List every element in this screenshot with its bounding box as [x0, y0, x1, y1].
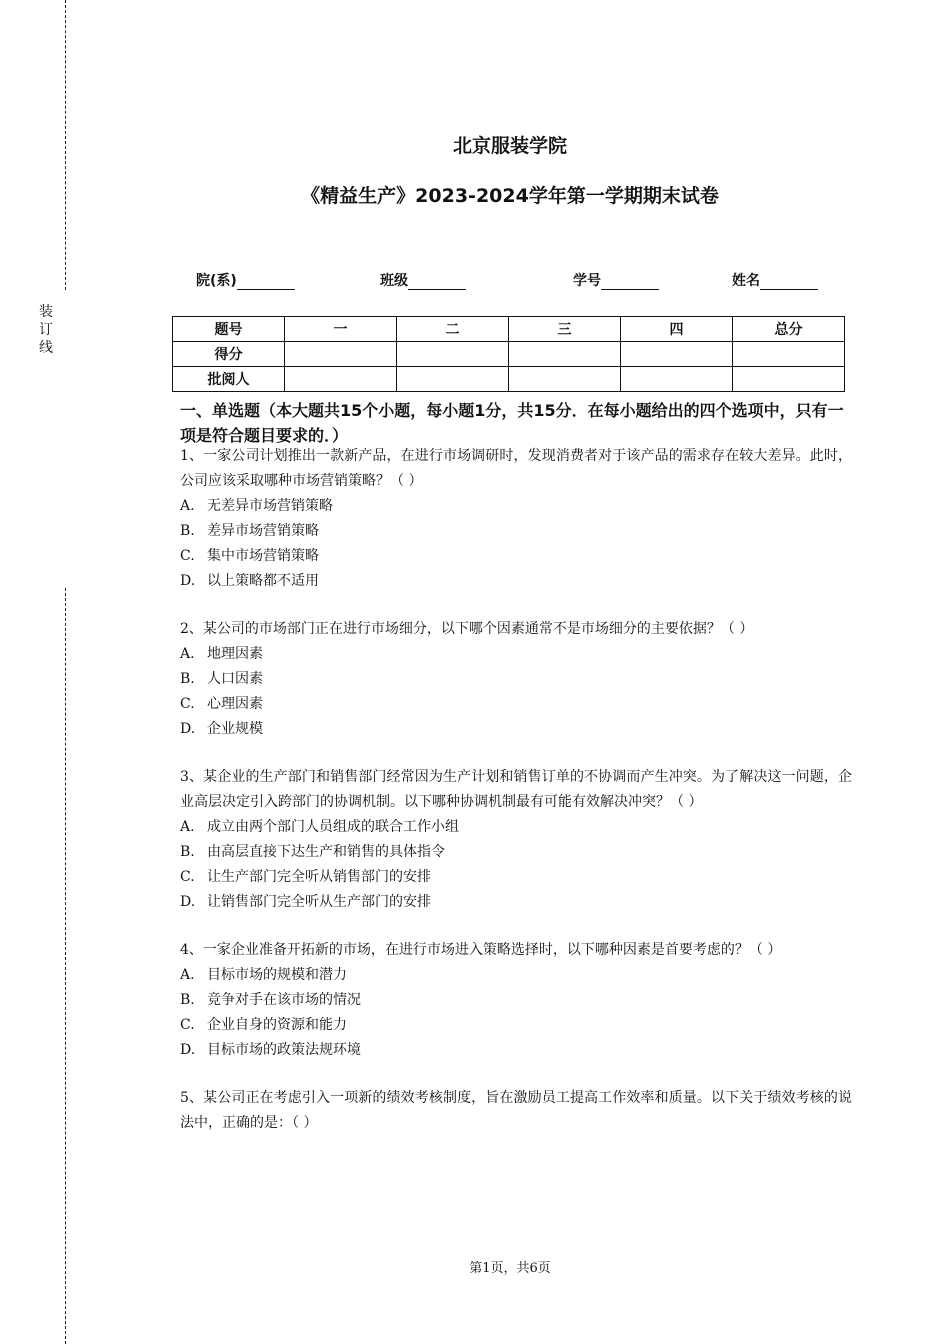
- grader-cell: [509, 367, 621, 392]
- option-b: [180, 840, 852, 865]
- option-text: 差异市场营销策略: [207, 523, 319, 539]
- option-c: [180, 865, 852, 890]
- binding-label: 装订线: [39, 304, 53, 356]
- question-4: [180, 938, 852, 1063]
- option-a: [180, 815, 852, 840]
- grader-cell: [621, 367, 733, 392]
- option-letter: B.: [180, 523, 195, 539]
- student-info-row: [0, 270, 950, 292]
- header-cell: 四: [621, 317, 733, 342]
- section-heading: 一、单选题（本大题共15个小题，每小题1分，共15分．在每小题给出的四个选项中，只有一项是符合题目要求的．）: [180, 401, 844, 445]
- option-letter: C.: [180, 1017, 195, 1033]
- option-text: 目标市场的规模和潜力: [207, 967, 347, 983]
- score-cell: [397, 342, 509, 367]
- header-cell: 二: [397, 317, 509, 342]
- header-cell: 三: [509, 317, 621, 342]
- score-cell: [733, 342, 845, 367]
- question-list: [180, 444, 852, 1159]
- option-letter: B.: [180, 671, 195, 687]
- question-1: [180, 444, 852, 594]
- option-text: 让生产部门完全听从销售部门的安排: [207, 869, 431, 885]
- question-stem: 2、某公司的市场部门正在进行市场细分，以下哪个因素通常不是市场细分的主要依据？（ ）: [180, 621, 754, 637]
- option-letter: D.: [180, 894, 196, 910]
- school-name: 北京服装学院: [452, 135, 567, 157]
- option-letter: B.: [180, 992, 195, 1008]
- option-c: [180, 692, 852, 717]
- option-letter: C.: [180, 548, 195, 564]
- grader-row: [173, 367, 845, 392]
- question-stem: 5、某公司正在考虑引入一项新的绩效考核制度，旨在激励员工提高工作效率和质量。以下关于绩效考核的说法中，正确的是：（ ）: [180, 1090, 852, 1131]
- option-a: [180, 494, 852, 519]
- option-letter: C.: [180, 696, 195, 712]
- option-b: [180, 667, 852, 692]
- option-letter: A.: [180, 967, 195, 983]
- header-cell: 题号: [173, 317, 285, 342]
- exam-title: 《精益生产》2023-2024学年第一学期期末试卷: [301, 185, 719, 207]
- department-blank: [237, 274, 295, 290]
- row-label-grader: 批阅人: [173, 367, 285, 392]
- question-stem: 1、一家公司计划推出一款新产品，在进行市场调研时，发现消费者对于该产品的需求存在较大差异。此时，公司应该采取哪种市场营销策略？（ ）: [180, 448, 852, 489]
- option-letter: D.: [180, 573, 196, 589]
- department-label: 院(系): [196, 273, 237, 289]
- class-blank: [408, 274, 466, 290]
- header-cell: 一: [285, 317, 397, 342]
- option-c: [180, 1013, 852, 1038]
- option-b: [180, 519, 852, 544]
- class-label: 班级: [380, 273, 408, 289]
- option-text: 让销售部门完全听从生产部门的安排: [207, 894, 431, 910]
- option-text: 企业自身的资源和能力: [207, 1017, 347, 1033]
- page-number: 第1页，共6页: [469, 1261, 551, 1276]
- option-letter: A.: [180, 646, 195, 662]
- option-text: 企业规模: [207, 721, 263, 737]
- student-id-field: [573, 270, 659, 290]
- option-d: [180, 717, 852, 742]
- student-id-blank: [601, 274, 659, 290]
- header-cell: 总分: [733, 317, 845, 342]
- score-cell: [621, 342, 733, 367]
- option-text: 人口因素: [207, 671, 263, 687]
- option-b: [180, 988, 852, 1013]
- row-label-score: 得分: [173, 342, 285, 367]
- question-stem: 4、一家企业准备开拓新的市场，在进行市场进入策略选择时，以下哪种因素是首要考虑的？（ ）: [180, 942, 782, 958]
- option-text: 由高层直接下达生产和销售的具体指令: [207, 844, 445, 860]
- binding-line-bottom: [65, 588, 66, 1344]
- student-id-label: 学号: [573, 273, 601, 289]
- score-cell: [509, 342, 621, 367]
- score-table: [172, 316, 845, 392]
- option-letter: B.: [180, 844, 195, 860]
- score-table-header-row: [173, 317, 845, 342]
- option-text: 地理因素: [207, 646, 263, 662]
- question-3: [180, 765, 852, 915]
- option-letter: D.: [180, 721, 196, 737]
- option-text: 竞争对手在该市场的情况: [207, 992, 361, 1008]
- option-text: 无差异市场营销策略: [207, 498, 333, 514]
- option-d: [180, 1038, 852, 1063]
- name-field: [732, 270, 818, 290]
- grader-cell: [285, 367, 397, 392]
- option-a: [180, 642, 852, 667]
- name-label: 姓名: [732, 273, 760, 289]
- option-letter: A.: [180, 819, 195, 835]
- question-2: [180, 617, 852, 742]
- score-row: [173, 342, 845, 367]
- option-letter: D.: [180, 1042, 196, 1058]
- department-field: [196, 270, 295, 290]
- option-a: [180, 963, 852, 988]
- option-text: 以上策略都不适用: [207, 573, 319, 589]
- grader-cell: [733, 367, 845, 392]
- name-blank: [760, 274, 818, 290]
- question-stem: 3、某企业的生产部门和销售部门经常因为生产计划和销售订单的不协调而产生冲突。为了解决这一问题，企业高层决定引入跨部门的协调机制。以下哪种协调机制最有可能有效解决冲突？（ ）: [180, 769, 852, 810]
- class-field: [380, 270, 466, 290]
- option-d: [180, 890, 852, 915]
- option-text: 集中市场营销策略: [207, 548, 319, 564]
- option-c: [180, 544, 852, 569]
- grader-cell: [397, 367, 509, 392]
- score-cell: [285, 342, 397, 367]
- option-d: [180, 569, 852, 594]
- question-5: [180, 1086, 852, 1136]
- option-letter: C.: [180, 869, 195, 885]
- option-text: 成立由两个部门人员组成的联合工作小组: [207, 819, 459, 835]
- option-letter: A.: [180, 498, 195, 514]
- option-text: 目标市场的政策法规环境: [207, 1042, 361, 1058]
- option-text: 心理因素: [207, 696, 263, 712]
